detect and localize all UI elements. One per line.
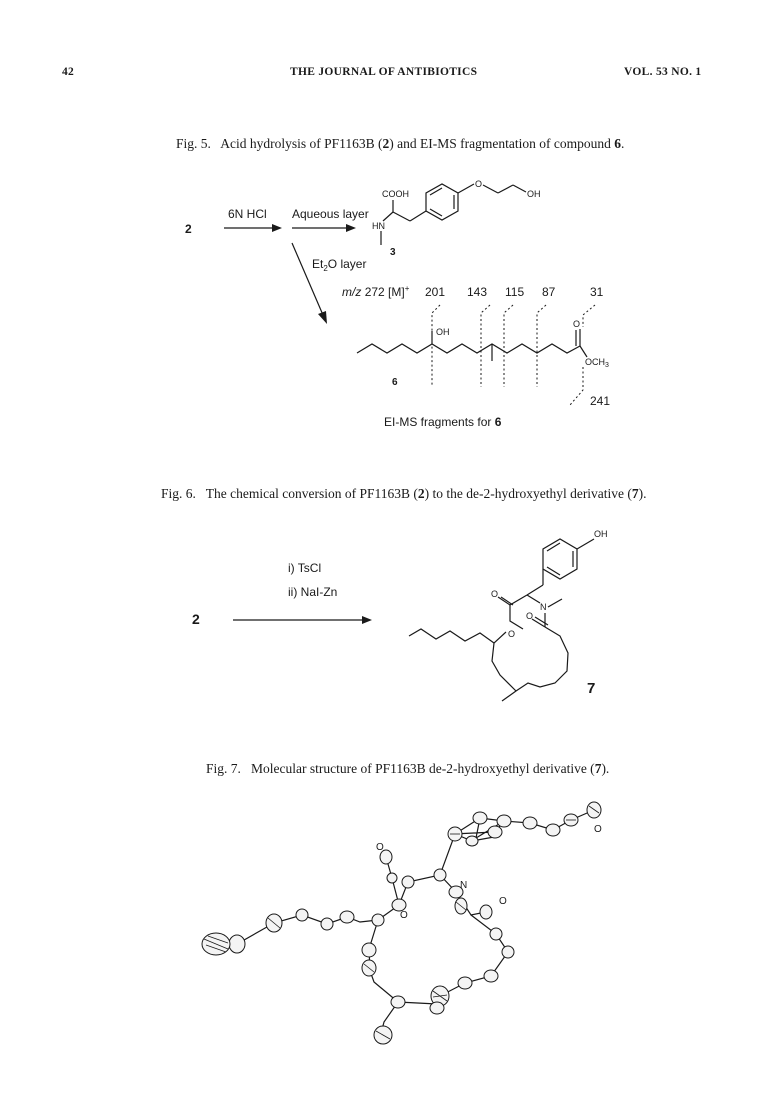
compound6-structure (357, 319, 609, 388)
volume-info: VOL. 53 NO. 1 (624, 66, 702, 78)
journal-title: THE JOURNAL OF ANTIBIOTICS (290, 66, 478, 78)
fig5-title-cmpd: 2 (382, 136, 390, 151)
compound3-cooh: COOH (382, 189, 409, 199)
fig5-label: Fig. 5. (176, 136, 211, 151)
compound7-oh: OH (594, 529, 608, 539)
compound3-structure (372, 179, 541, 258)
page-number: 42 (62, 66, 75, 78)
compound7-n: N (540, 602, 547, 612)
frag-201: 201 (425, 285, 446, 299)
compound6-och3 (585, 357, 609, 369)
frag-241: 241 (590, 394, 611, 408)
fig5-title-pre: Acid hydrolysis of PF1163B ( (220, 136, 383, 151)
fig7-ortep (0, 790, 777, 1050)
ether-label-pre: Et (312, 257, 324, 271)
fig7-n: N (460, 880, 468, 891)
mz-sup: + (404, 284, 410, 293)
fig7-label: Fig. 7. (206, 761, 241, 776)
fig7-title-cmpd: 7 (594, 761, 602, 776)
fig6-arrowhead (362, 616, 372, 624)
ether-label-post: O layer (327, 257, 367, 271)
fig5-footer-cmpd: 6 (494, 415, 502, 429)
frag-87: 87 (542, 285, 556, 299)
compound6-number: 6 (392, 377, 398, 388)
compound3-oh: OH (527, 189, 541, 199)
frag-115: 115 (505, 285, 525, 299)
och3-sub: 3 (605, 362, 609, 369)
fragment-cuts (432, 305, 595, 405)
fig5-footer (384, 415, 502, 429)
fig5-arrowhead-2 (346, 224, 356, 232)
fig5-title-cmpd2: 6 (614, 136, 621, 151)
fig6-title-cmpd2: 7 (631, 486, 639, 501)
fig5-start-compound: 2 (185, 222, 192, 236)
fig6-start-compound: 2 (192, 611, 200, 627)
fig6-title-cmpd: 2 (417, 486, 425, 501)
fig7-title-pre: Molecular structure of PF1163B de-2-hydroxyethyl derivative ( (251, 761, 595, 776)
fig6-label: Fig. 6. (161, 486, 196, 501)
fig6-step2: ii) NaI-Zn (288, 585, 338, 599)
fig5-scheme (0, 165, 777, 440)
fig5-footer-text: EI-MS fragments for (384, 415, 495, 429)
compound3-hn: HN (372, 221, 385, 231)
fig6-step1: i) TsCl (288, 561, 322, 575)
compound3-o: O (475, 179, 483, 189)
compound7-o-ring: O (508, 629, 516, 639)
compound7-o-amide: O (526, 611, 534, 621)
compound6-o: O (573, 319, 581, 329)
fig5-reagent: 6N HCl (228, 207, 267, 221)
ether-label-sub: 2 (323, 264, 328, 273)
compound7-structure (409, 529, 608, 701)
fig5-arrowhead-1 (272, 224, 282, 232)
compound7-number: 7 (587, 680, 596, 697)
mz-prefix: m/z (342, 285, 362, 299)
frag-31: 31 (590, 285, 604, 299)
fig5-title-mid: ) and EI-MS fragmentation of compound (389, 136, 615, 151)
frag-143: 143 (467, 285, 488, 299)
mz-value: 272 [M] (364, 285, 405, 299)
och3-text: OCH (585, 357, 605, 367)
fig6-title-end: ). (638, 486, 647, 501)
fig5-aqueous-label: Aqueous layer (292, 207, 369, 221)
fig6-caption (161, 486, 647, 502)
fig6-scheme (0, 515, 777, 720)
ortep-atoms (202, 802, 601, 1044)
fig6-title-pre: The chemical conversion of PF1163B ( (205, 486, 418, 501)
fig5-arrowhead-diag (318, 311, 327, 324)
compound3-number: 3 (390, 247, 396, 258)
fig7-o-ring: O (400, 910, 408, 921)
fig7-o-left: O (376, 842, 384, 853)
fig5-title-end: . (621, 136, 625, 151)
fig5-arrow-diag (292, 243, 323, 315)
ether-label (312, 257, 366, 273)
fig5-caption (176, 136, 624, 152)
fig7-caption (206, 761, 609, 777)
compound7-o-carbonyl: O (491, 589, 499, 599)
fig7-title-end: ). (601, 761, 610, 776)
fig7-o-top: O (594, 824, 602, 835)
mz-label (342, 284, 410, 299)
compound6-oh: OH (436, 327, 450, 337)
fig6-title-mid: ) to the de-2-hydroxyethyl derivative ( (424, 486, 632, 501)
fig7-o-amide: O (499, 896, 507, 907)
